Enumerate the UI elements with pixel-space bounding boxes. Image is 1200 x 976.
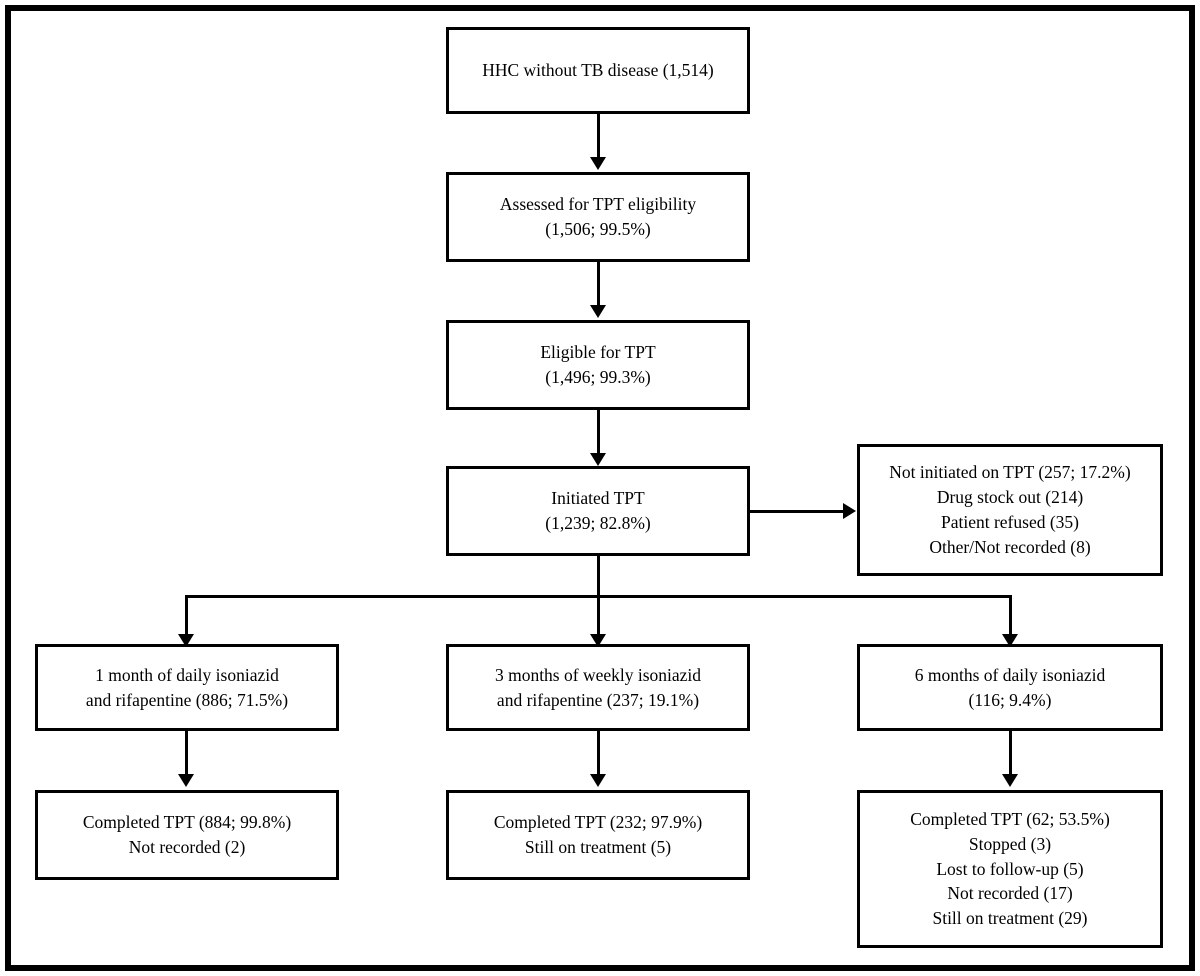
arrowhead-eligible-to-initiated (590, 453, 606, 466)
connector-initiated-to-not-initiated (750, 510, 845, 513)
node-assessed-for-tpt-eligibility (446, 172, 750, 262)
node-line: and rifapentine (237; 19.1%) (496, 689, 700, 710)
node-line: 3 months of weekly isoniazid (494, 664, 702, 685)
node-line: Eligible for TPT (540, 342, 656, 363)
node-line: Not recorded (17) (947, 883, 1073, 904)
node-line: Initiated TPT (551, 488, 645, 509)
arrowhead-assessed-to-eligible (590, 305, 606, 318)
node-hhc-without-tb-disease (446, 27, 750, 114)
node-line: Drug stock out (214) (936, 487, 1084, 508)
connector-branch-middle (597, 595, 600, 636)
arrowhead-hhc-to-assessed (590, 157, 606, 170)
node-line: Completed TPT (884; 99.8%) (82, 812, 292, 833)
connector-3hp-to-outcome (597, 731, 600, 776)
node-line: (1,506; 99.5%) (545, 219, 651, 239)
arrowhead-initiated-to-not-initiated (843, 503, 856, 519)
node-line: 6 months of daily isoniazid (914, 664, 1106, 685)
node-line: (1,496; 99.3%) (545, 367, 651, 387)
node-line: Lost to follow-up (5) (936, 858, 1084, 879)
node-line: 1 month of daily isoniazid (95, 664, 279, 685)
node-line: HHC without TB disease (1,514) (482, 60, 714, 81)
arrowhead-1hp-to-outcome (178, 774, 194, 787)
node-outcome-1hp (35, 790, 339, 880)
connector-hhc-to-assessed (597, 114, 600, 159)
node-line: and rifapentine (886; 71.5%) (85, 689, 289, 710)
connector-initiated-split-stem (597, 556, 600, 598)
node-line: Stopped (3) (968, 833, 1052, 854)
node-line: Patient refused (35) (940, 512, 1079, 532)
node-line: Still on treatment (5) (524, 837, 672, 857)
connector-branch-left (185, 595, 188, 636)
node-line: Completed TPT (62; 53.5%) (910, 808, 1110, 829)
node-regimen-1hp (35, 644, 339, 731)
node-line: (116; 9.4%) (968, 689, 1052, 710)
connector-1hp-to-outcome (185, 731, 188, 776)
node-line: Not initiated on TPT (257; 17.2%) (889, 462, 1131, 483)
node-line: Other/Not recorded (8) (929, 536, 1091, 557)
node-outcome-3hp (446, 790, 750, 880)
node-eligible-for-tpt (446, 320, 750, 410)
arrowhead-3hp-to-outcome (590, 774, 606, 787)
node-line: Still on treatment (29) (932, 908, 1088, 929)
node-line: Completed TPT (232; 97.9%) (493, 812, 703, 833)
node-regimen-3hp (446, 644, 750, 731)
node-line: Assessed for TPT eligibility (499, 194, 697, 215)
node-not-initiated-on-tpt (857, 444, 1163, 576)
arrowhead-6h-to-outcome (1002, 774, 1018, 787)
node-line: Not recorded (2) (128, 837, 246, 857)
node-initiated-tpt (446, 466, 750, 556)
connector-6h-to-outcome (1009, 731, 1012, 776)
node-line: (1,239; 82.8%) (545, 513, 651, 533)
connector-branch-right (1009, 595, 1012, 636)
node-regimen-6h (857, 644, 1163, 731)
node-outcome-6h (857, 790, 1163, 948)
connector-eligible-to-initiated (597, 410, 600, 455)
connector-assessed-to-eligible (597, 262, 600, 307)
